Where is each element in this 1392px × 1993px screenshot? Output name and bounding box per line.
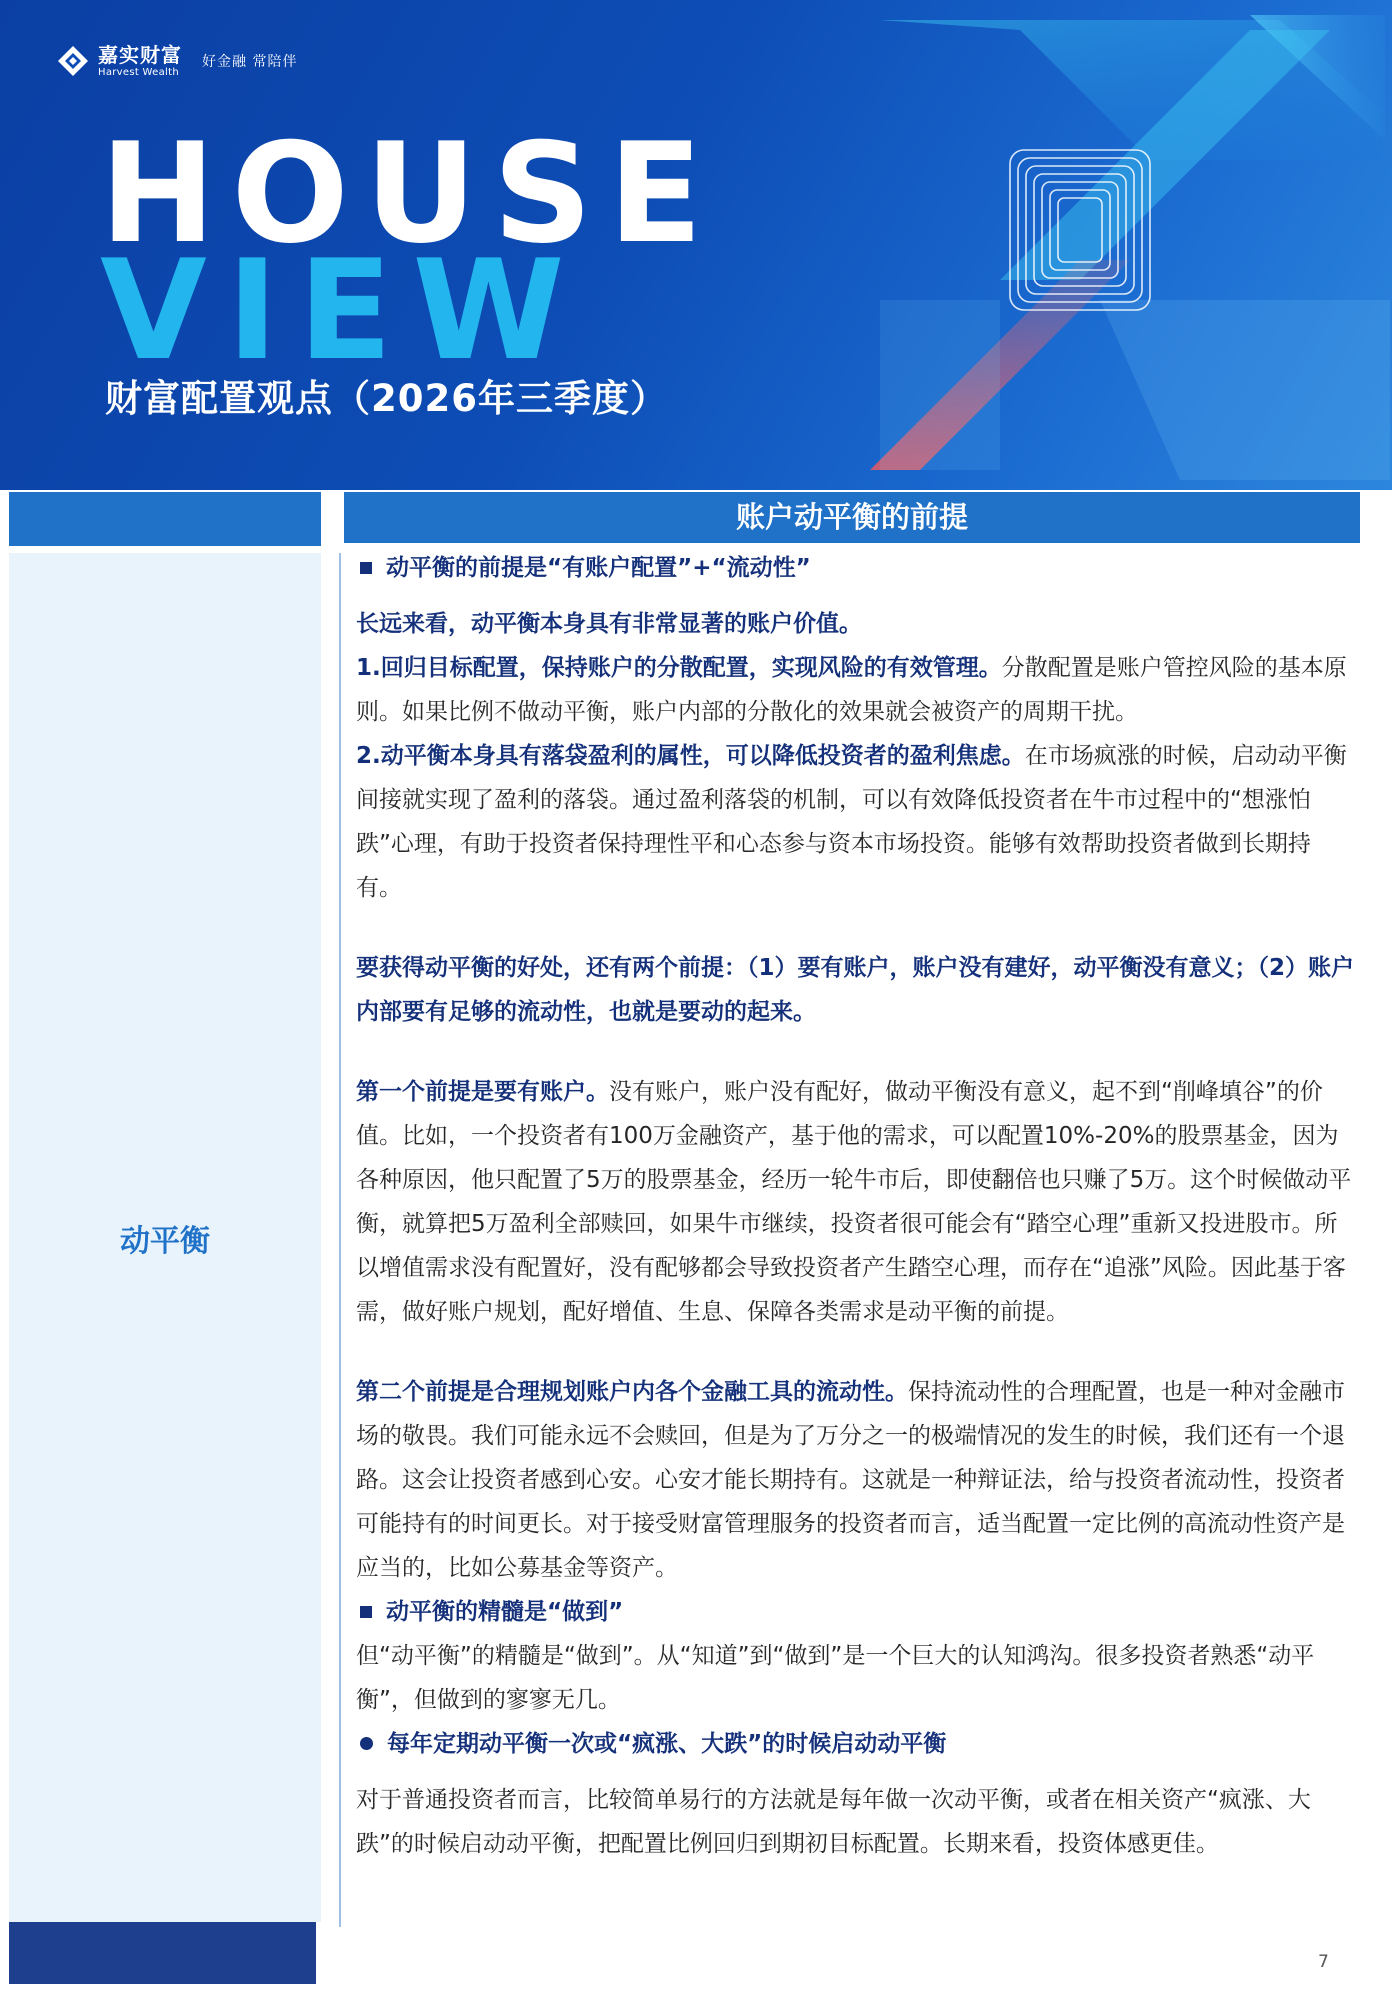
- paragraph-premise1: [356, 1070, 1356, 1334]
- brand-slogan: 好金融 常陪伴: [202, 54, 298, 70]
- intro-statement: 长远来看，动平衡本身具有非常显著的账户价值。: [356, 611, 862, 637]
- sidebar-footer-bar: [9, 1922, 316, 1984]
- sidebar-header-bar: [9, 492, 321, 546]
- page-number: 7: [1318, 1952, 1329, 1972]
- premise1-body: 没有账户，账户没有配好，做动平衡没有意义，起不到“削峰填谷”的价值。比如，一个投资者有100万金融资产，基于他的需求，可以配置10%-20%的股票基金，因为各种原因，他只配置了5万的股票基金，经历一轮牛市后，即使翻倍也只赚了5万。这个时候做动平衡，就算把5万盈利全部赎回，如果牛市继续，投资者很可能会有“踏空心理”重新又投进股市。所以增值需求没有配置好，没有配够都会导致投资者产生踏空心理，而存在“追涨”风险。因此基于客需，做好账户规划，配好增值、生息、保障各类需求是动平衡的前提。: [356, 1079, 1352, 1325]
- bullet-heading-essence: 动平衡的精髓是“做到”: [356, 1590, 1356, 1634]
- cover-banner: [0, 0, 1392, 490]
- article-body: [356, 546, 1356, 1866]
- premise2-heading: 第二个前提是合理规划账户内各个金融工具的流动性。: [356, 1379, 908, 1405]
- title-view: VIEW: [100, 230, 585, 391]
- point2-body: 在市场疯涨的时候，启动动平衡间接就实现了盈利的落袋。通过盈利落袋的机制，可以有效降低投资者在牛市过程中的“想涨怕跌”心理，有助于投资者保持理性平和心态参与资本市场投资。能够有效帮助投资者做到长期持有。: [356, 743, 1347, 901]
- premise2-body: 保持流动性的合理配置，也是一种对金融市场的敬畏。我们可能永远不会赎回，但是为了万分之一的极端情况的发生的时候，我们还有一个退路。这会让投资者感到心安。心安才能长期持有。这就是一种辩证法，给与投资者流动性，投资者可能持有的时间更长。对于接受财富管理服务的投资者而言，适当配置一定比例的高流动性资产是应当的，比如公募基金等资产。: [356, 1379, 1345, 1581]
- point2-heading: 2.动平衡本身具有落袋盈利的属性，可以降低投资者的盈利焦虑。: [356, 743, 1025, 769]
- harvest-logo-icon: [56, 44, 90, 78]
- paragraph-premise2: [356, 1370, 1356, 1590]
- section-title: 账户动平衡的前提: [344, 492, 1360, 543]
- sidebar-topic-label: 动平衡: [120, 1224, 210, 1259]
- paragraph-final: 对于普通投资者而言，比较简单易行的方法就是每年做一次动平衡，或者在相关资产“疯涨、大跌”的时候启动动平衡，把配置比例回归到期初目标配置。长期来看，投资体感更佳。: [356, 1787, 1311, 1857]
- brand-name-cn: 嘉实财富: [98, 42, 182, 67]
- column-divider: [339, 553, 341, 1927]
- brand-logo: [56, 44, 297, 78]
- brand-name-en: Harvest Wealth: [98, 66, 179, 78]
- two-premises-statement: 要获得动平衡的好处，还有两个前提：（1）要有账户，账户没有建好，动平衡没有意义；（2）账户内部要有足够的流动性，也就是要动的起来。: [356, 955, 1355, 1025]
- point1-body: 分散配置是账户管控风险的基本原则。如果比例不做动平衡，账户内部的分散化的效果就会被资产的周期干扰。: [356, 655, 1347, 725]
- point1-heading: 1.回归目标配置，保持账户的分散配置，实现风险的有效管理。: [356, 655, 1002, 681]
- paragraph-essence: 但“动平衡”的精髓是“做到”。从“知道”到“做到”是一个巨大的认知鸿沟。很多投资者熟悉“动平衡”，但做到的寥寥无几。: [356, 1643, 1315, 1713]
- paragraph-point1: [356, 646, 1356, 734]
- bullet-heading-premise: 动平衡的前提是“有账户配置”+“流动性”: [356, 546, 1356, 590]
- title-house: HOUSE: [100, 113, 719, 274]
- round-bullet-icon: [360, 1737, 373, 1750]
- report-subtitle: 财富配置观点（2026年三季度）: [105, 377, 668, 420]
- premise1-heading: 第一个前提是要有账户。: [356, 1079, 609, 1105]
- paragraph-point2: [356, 734, 1356, 910]
- square-bullet-icon: [360, 1606, 372, 1618]
- square-bullet-icon: [360, 562, 372, 574]
- bullet-heading-annual: 每年定期动平衡一次或“疯涨、大跌”的时候启动动平衡: [356, 1722, 1356, 1766]
